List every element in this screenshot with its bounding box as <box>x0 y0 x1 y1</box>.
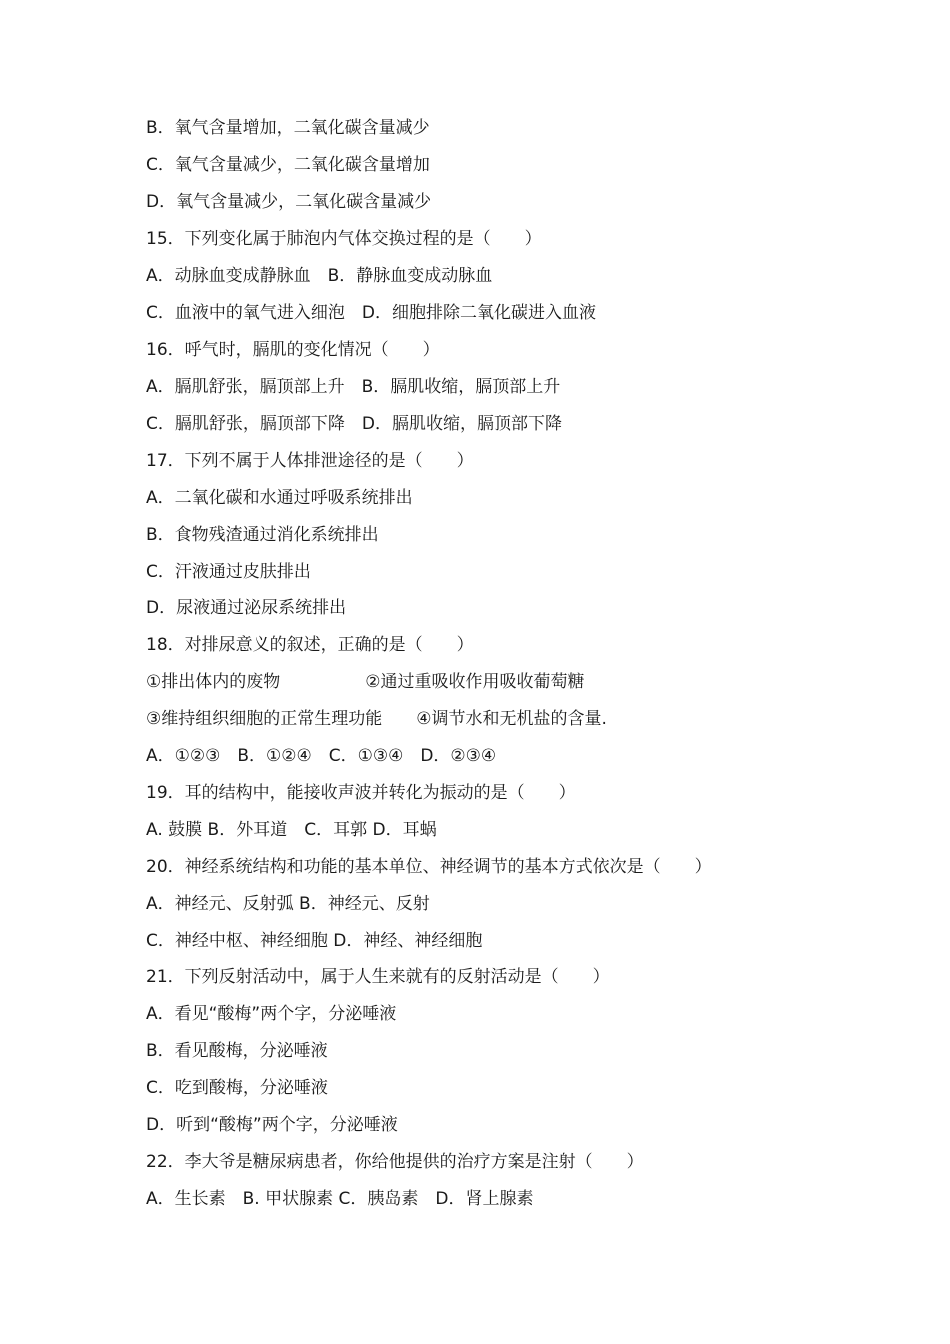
option-21a: A．看见“酸梅”两个字，分泌唾液 <box>146 1004 397 1024</box>
option-17d: D．尿液通过泌尿系统排出 <box>146 598 347 618</box>
options-16-ab: A．膈肌舒张，膈顶部上升 B．膈肌收缩，膈顶部上升 <box>146 377 561 397</box>
option-17c: C．汗液通过皮肤排出 <box>146 562 311 582</box>
option-14d: D．氧气含量减少，二氧化碳含量减少 <box>146 192 432 212</box>
options-15-ab: A．动脉血变成静脉血 B．静脉血变成动脉血 <box>146 266 493 286</box>
options-16-cd: C．膈肌舒张，膈顶部下降 D．膈肌收缩，膈顶部下降 <box>146 414 562 434</box>
question-16: 16．呼气时，膈肌的变化情况（ ） <box>146 340 440 360</box>
question-17: 17．下列不属于人体排泄途径的是（ ） <box>146 451 474 471</box>
question-22: 22．李大爷是糖尿病患者，你给他提供的治疗方案是注射（ ） <box>146 1152 644 1172</box>
option-17b: B．食物残渣通过消化系统排出 <box>146 525 379 545</box>
option-21d: D．听到“酸梅”两个字，分泌唾液 <box>146 1115 398 1135</box>
options-15-cd: C．血液中的氧气进入细泡 D．细胞排除二氧化碳进入血液 <box>146 303 596 323</box>
option-17a: A．二氧化碳和水通过呼吸系统排出 <box>146 488 413 508</box>
question-19: 19．耳的结构中，能接收声波并转化为振动的是（ ） <box>146 783 576 803</box>
question-20: 20．神经系统结构和功能的基本单位、神经调节的基本方式依次是（ ） <box>146 857 712 877</box>
question-15: 15．下列变化属于肺泡内气体交换过程的是（ ） <box>146 229 542 249</box>
option-14c: C．氧气含量减少，二氧化碳含量增加 <box>146 155 430 175</box>
options-20-cd: C．神经中枢、神经细胞 D．神经、神经细胞 <box>146 931 483 951</box>
option-21c: C．吃到酸梅，分泌唾液 <box>146 1078 328 1098</box>
statements-18-34: ③维持组织细胞的正常生理功能 ④调节水和无机盐的含量. <box>146 709 607 729</box>
option-21b: B．看见酸梅，分泌唾液 <box>146 1041 328 1061</box>
options-19: A. 鼓膜 B．外耳道 C．耳郭 D．耳蜗 <box>146 820 437 840</box>
options-18: A．①②③ B．①②④ C．①③④ D．②③④ <box>146 746 497 766</box>
options-20-ab: A．神经元、反射弧 B．神经元、反射 <box>146 894 430 914</box>
option-14b: B．氧气含量增加，二氧化碳含量减少 <box>146 118 430 138</box>
options-22: A．生长素 B. 甲状腺素 C．胰岛素 D．肾上腺素 <box>146 1189 534 1209</box>
question-21: 21．下列反射活动中，属于人生来就有的反射活动是（ ） <box>146 967 610 987</box>
statements-18-12: ①排出体内的废物 ②通过重吸收作用吸收葡萄糖 <box>146 672 585 692</box>
question-18: 18．对排尿意义的叙述，正确的是（ ） <box>146 635 474 655</box>
